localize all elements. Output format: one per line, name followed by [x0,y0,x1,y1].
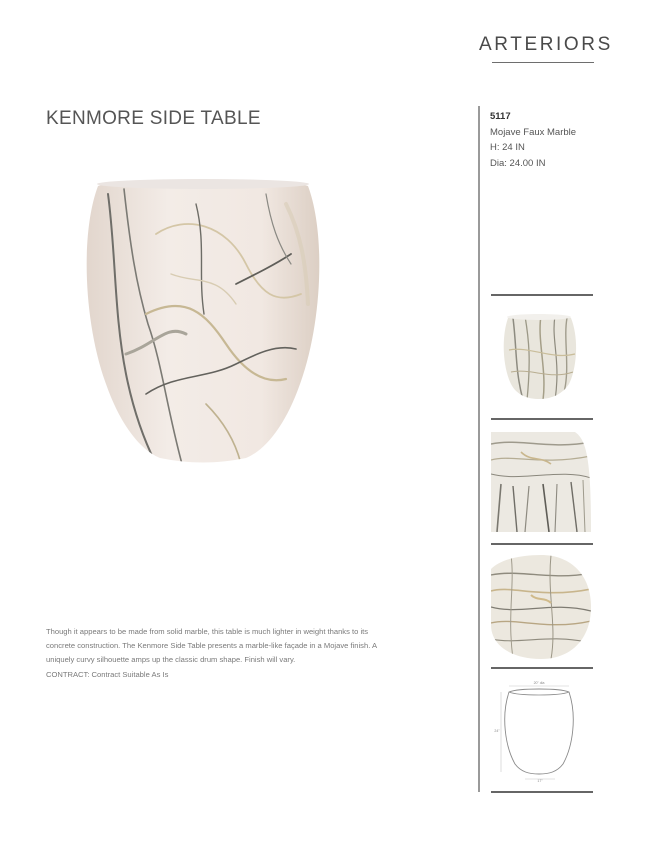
product-sku: 5117 [490,111,511,122]
thumb-top-edge-closeup[interactable] [491,432,593,532]
product-diameter: Dia: 24.00 IN [490,157,546,169]
thumb-full-view[interactable] [491,310,593,404]
brand-logo: ARTERIORS [479,34,613,55]
product-title: KENMORE SIDE TABLE [46,108,261,129]
product-height: H: 24 IN [490,142,525,153]
svg-text:17": 17" [537,779,543,782]
main-product-image [86,174,320,464]
product-finish: Mojave Faux Marble [490,126,577,138]
separator [491,418,593,420]
sidebar-divider [478,106,480,792]
svg-text:24": 24" [494,729,500,733]
description-body: Though it appears to be made from solid marble, this table is much lighter in weight thanks to its concrete construction. The Kenmore Side Table presents a marble-like façade in a Mojave finish. A uniquely curvy silhouette amps up the classic drum shape. Finish will vary. [46,627,377,665]
svg-text:20" dia: 20" dia [533,681,545,685]
separator [491,791,593,793]
separator [491,543,593,545]
product-description [46,625,396,682]
contract-note: CONTRACT: Contract Suitable As Is [46,669,169,679]
brand-underline [492,62,594,63]
thumb-top-surface-closeup[interactable] [491,555,593,659]
product-specs [490,109,576,171]
separator [491,294,593,296]
thumb-line-drawing[interactable] [491,676,593,782]
separator [491,667,593,669]
